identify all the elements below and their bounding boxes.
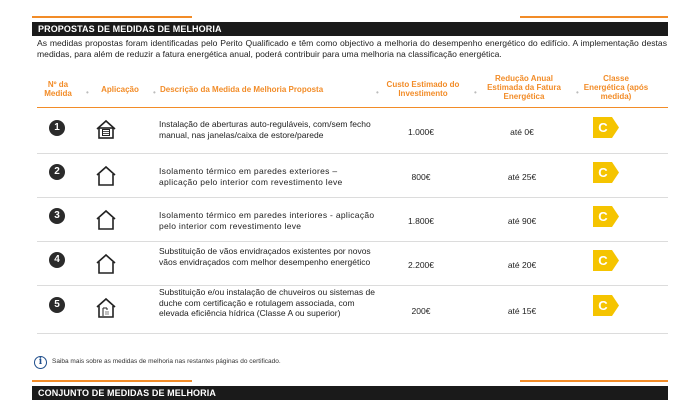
intro-paragraph: As medidas propostas foram identificadas pelo Perito Qualificado e têm como objectivo a melhoria do desempenho energético do edifício. A implementação destas medidas, para além de reduzir a fatura energética anual, poderá contribuir para uma melhoria na classificação energética. xyxy=(37,38,667,59)
measure-cost: 1.800€ xyxy=(408,216,434,226)
measure-description: Isolamento térmico em paredes interiores - aplicação pelo interior com revestimento leve xyxy=(159,210,375,231)
measure-description: Isolamento térmico em paredes exteriores – aplicação pelo interior com revestimento leve xyxy=(159,166,343,187)
energy-class-label: C xyxy=(598,165,608,180)
house-shower-icon xyxy=(95,296,117,318)
measure-number-badge: 3 xyxy=(49,208,65,224)
measure-number-badge: 5 xyxy=(49,297,65,313)
top-accent-line xyxy=(520,16,668,18)
energy-class-label: C xyxy=(598,209,608,224)
energy-class-badge xyxy=(593,162,619,183)
measure-cost: 200€ xyxy=(411,306,431,316)
table-row xyxy=(37,286,668,330)
measure-saving: até 20€ xyxy=(507,260,537,270)
measure-description: Substituição de vãos envidraçados existentes por novos vãos envidraçados com melhor desempenho energético xyxy=(159,246,371,267)
bullet-icon: • xyxy=(376,88,379,97)
measure-cost: 1.000€ xyxy=(408,127,434,137)
measure-saving: até 0€ xyxy=(510,127,534,137)
bullet-icon: • xyxy=(474,88,477,97)
house-outline-icon xyxy=(95,208,117,230)
table-row xyxy=(37,198,668,242)
energy-class-label: C xyxy=(598,298,608,313)
info-icon: i xyxy=(34,356,47,369)
energy-class-label: C xyxy=(598,253,608,268)
col-class-header: Classe Energética (após medida) xyxy=(583,74,649,101)
bullet-icon: • xyxy=(86,88,89,97)
measure-saving: até 90€ xyxy=(507,216,537,226)
col-description-header: Descrição da Medida de Melhoria Proposta xyxy=(160,85,324,94)
col-cost-header: Custo Estimado do Investimento xyxy=(386,80,460,98)
measure-number-badge: 1 xyxy=(49,120,65,136)
table-row xyxy=(37,154,668,198)
bullet-icon: • xyxy=(576,88,579,97)
measure-description: Instalação de aberturas auto-reguláveis, com/sem fecho manual, nas janelas/caixa de estore/parede xyxy=(159,119,371,140)
energy-class-badge xyxy=(593,295,619,316)
house-outline-icon xyxy=(95,164,117,186)
measure-cost: 800€ xyxy=(411,172,431,182)
bottom-accent-line xyxy=(32,380,192,382)
measure-cost: 2.200€ xyxy=(408,260,434,270)
col-number-header: Nº da Medida xyxy=(44,80,72,98)
window-shutter-icon xyxy=(95,118,117,140)
measure-number-badge: 4 xyxy=(49,252,65,268)
next-section-title: CONJUNTO DE MEDIDAS DE MELHORIA xyxy=(38,388,216,398)
table-row xyxy=(37,110,668,154)
measure-saving: até 25€ xyxy=(507,172,537,182)
info-note-text: Saiba mais sobre as medidas de melhoria nas restantes páginas do certificado. xyxy=(52,358,281,365)
row-divider xyxy=(37,333,668,334)
next-section-title-bar xyxy=(32,386,668,400)
house-outline-icon xyxy=(95,252,117,274)
top-accent-line xyxy=(32,16,192,18)
measure-saving: até 15€ xyxy=(507,306,537,316)
col-application-header: Aplicação xyxy=(101,85,139,94)
energy-class-badge xyxy=(593,117,619,138)
bullet-icon: • xyxy=(153,88,156,97)
bottom-accent-line xyxy=(520,380,668,382)
table-row xyxy=(37,242,668,286)
col-saving-header: Redução Anual Estimada da Fatura Energética xyxy=(487,74,561,101)
measure-description: Substituição e/ou instalação de chuveiros ou sistemas de duche com certificação e rotulagem associada, com elevada eficiência hídrica (Classe A ou superior) xyxy=(159,287,375,318)
section-title-bar xyxy=(32,22,668,36)
section-title: PROPOSTAS DE MEDIDAS DE MELHORIA xyxy=(38,24,222,34)
energy-class-badge xyxy=(593,206,619,227)
energy-class-label: C xyxy=(598,120,608,135)
energy-class-badge xyxy=(593,250,619,271)
header-divider xyxy=(37,107,668,108)
measure-number-badge: 2 xyxy=(49,164,65,180)
